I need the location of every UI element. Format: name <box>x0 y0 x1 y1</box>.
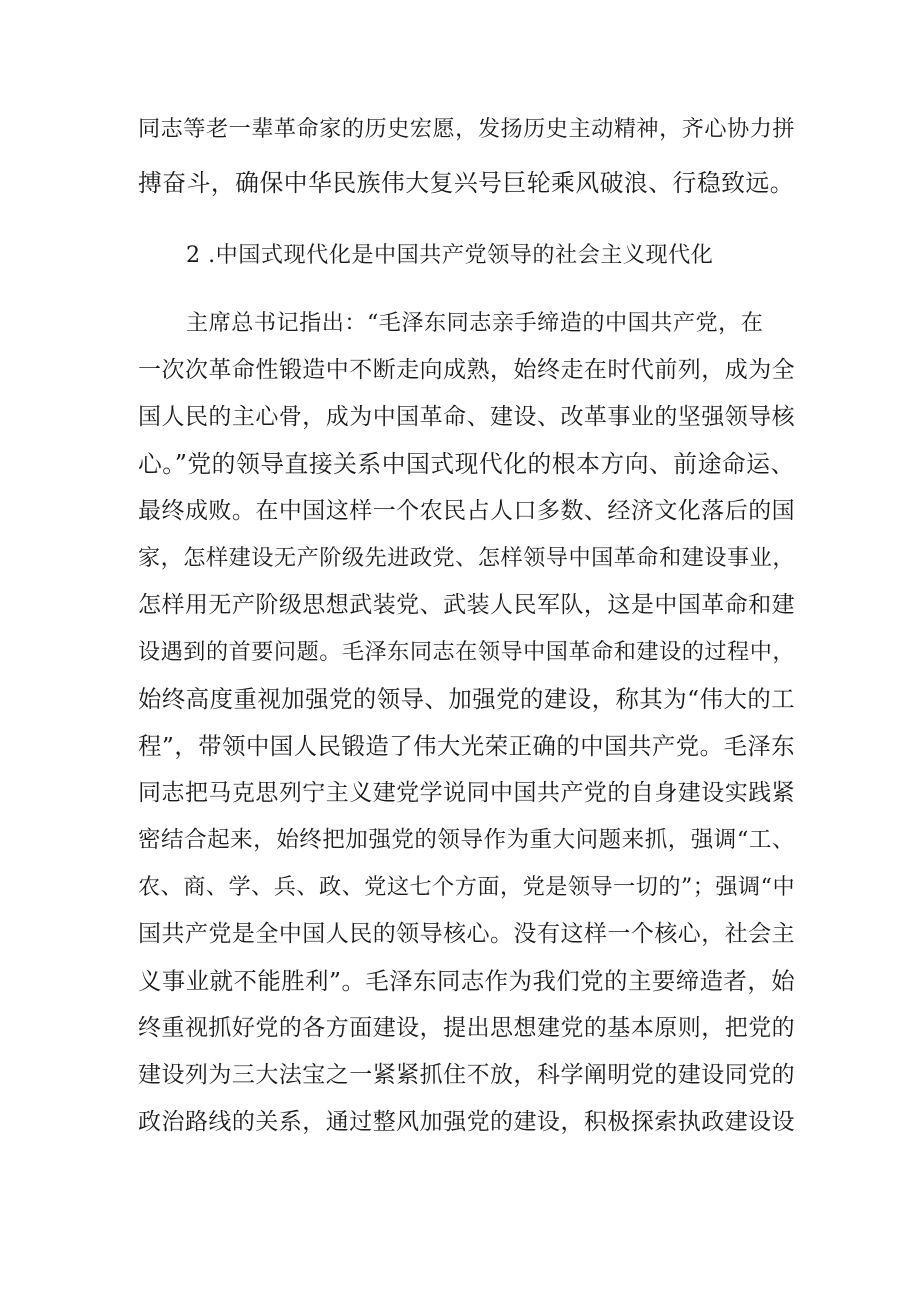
body-line-18: 政治路线的关系，通过整风加强党的建设，积极探索执政建设设 <box>138 1109 796 1135</box>
body-line-7: 怎样用无产阶级思想武装党、武装人民军队，这是中国革命和建 <box>138 592 796 618</box>
body-line-15: 义事业就不能胜利”。毛泽东同志作为我们党的主要缔造者，始 <box>138 967 796 995</box>
body-line-2: 一次次革命性锻造中不断走向成熟，始终走在时代前列，成为全 <box>138 357 796 383</box>
body-line-12: 密结合起来，始终把加强党的领导作为重大问题来抓，强调“工、 <box>138 827 795 853</box>
body-line-11: 同志把马克思列宁主义建党学说同中国共产党的自身建设实践紧 <box>138 780 796 806</box>
intro-line-1: 同志等老一辈革命家的历史宏愿，发扬历史主动精神，齐心协力拼 <box>138 116 796 142</box>
body-line-17: 建设列为三大法宝之一紧紧抓住不放，科学阐明党的建设同党的 <box>138 1062 796 1088</box>
body-line-4: 心。”党的领导直接关系中国式现代化的根本方向、前途命运、 <box>138 450 795 478</box>
body-line-1: 主席总书记指出：“毛泽东同志亲手缔造的中国共产党，在 <box>186 310 764 336</box>
body-line-14: 国共产党是全中国人民的领导核心。没有这样一个核心，社会主 <box>138 921 796 947</box>
body-line-10: 程”，带领中国人民锻造了伟大光荣正确的中国共产党。毛泽东 <box>138 732 796 760</box>
body-line-9: 始终高度重视加强党的领导、加强党的建设，称其为“伟大的工 <box>138 685 796 713</box>
body-line-6: 家，怎样建设无产阶级先进政党、怎样领导中国革命和建设事业， <box>138 545 796 571</box>
body-line-3: 国人民的主心骨，成为中国革命、建设、改革事业的坚强领导核 <box>138 404 796 430</box>
section-heading: 2 .中国式现代化是中国共产党领导的社会主义现代化 <box>186 242 714 268</box>
body-line-13: 农、商、学、兵、政、党这七个方面，党是领导一切的”；强调“中 <box>138 874 796 900</box>
body-line-8: 设遇到的首要问题。毛泽东同志在领导中国革命和建设的过程中， <box>138 639 796 665</box>
body-line-5: 最终成败。在中国这样一个农民占人口多数、经济文化落后的国 <box>138 498 796 524</box>
intro-line-2: 搏奋斗，确保中华民族伟大复兴号巨轮乘风破浪、行稳致远。 <box>138 169 795 197</box>
body-line-16: 终重视抓好党的各方面建设，提出思想建党的基本原则，把党的 <box>138 1015 796 1041</box>
